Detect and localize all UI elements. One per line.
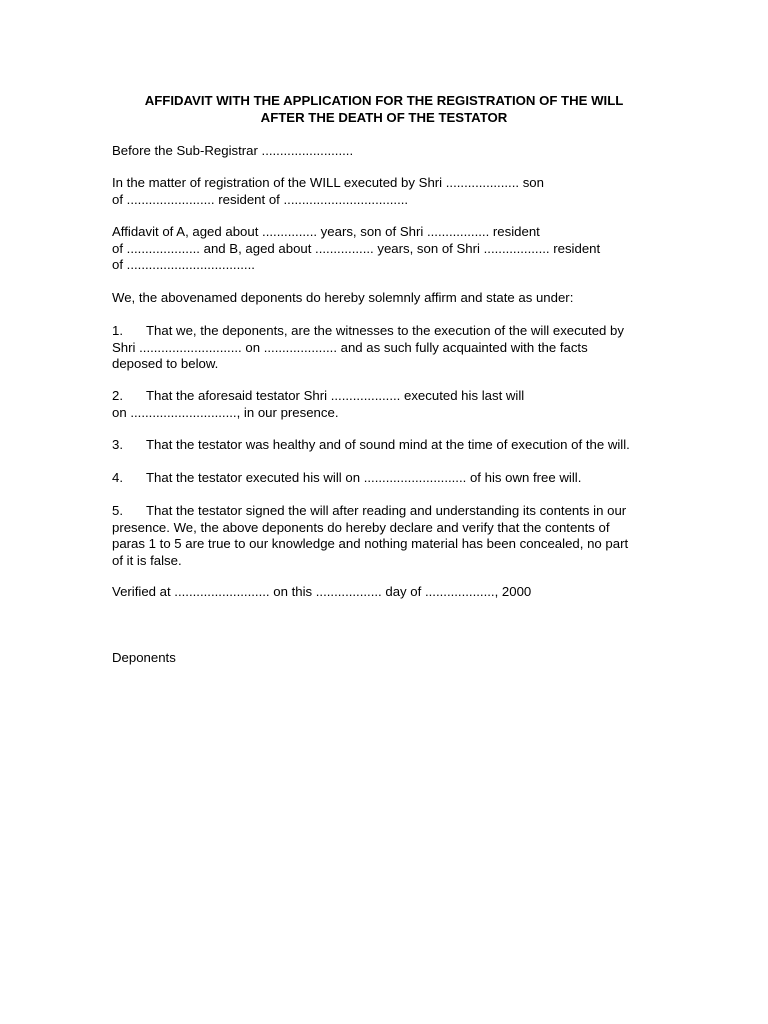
- verified-line: [112, 584, 672, 601]
- paragraph-2-line-1: That the aforesaid testator Shri ................... executed his last will: [146, 388, 525, 403]
- paragraph-1: [112, 323, 672, 373]
- paragraph-number: 1.: [112, 323, 123, 338]
- document-title: [0, 93, 768, 126]
- matter-line-2: of ........................ resident of ..................................: [112, 191, 409, 207]
- paragraph-5-line-4: of it is false.: [112, 552, 182, 568]
- paragraph-2-line-2: on ............................., in our presence.: [112, 404, 339, 420]
- paragraph-number: 4.: [112, 470, 123, 485]
- matter-line-1: In the matter of registration of the WILL executed by Shri .................... son: [112, 175, 544, 190]
- affidavit-of-paragraph: [112, 224, 672, 274]
- paragraph-2: [112, 388, 672, 421]
- paragraph-1-line-1: That we, the deponents, are the witnesses to the execution of the will executed by: [146, 323, 624, 338]
- paragraph-1-line-3: deposed to below.: [112, 356, 219, 371]
- paragraph-3: [112, 437, 672, 454]
- affidavit-line-2: of .................... and B, aged about ................ years, son of Shri .................. resident: [112, 240, 601, 256]
- paragraph-number: 3.: [112, 437, 123, 452]
- affidavit-line-3: of ...................................: [112, 257, 255, 272]
- deponents-signature: [112, 650, 672, 667]
- paragraph-4: [112, 470, 672, 487]
- paragraph-1-line-2: Shri ............................ on .................... and as such fully acquainted with the facts: [112, 339, 588, 355]
- paragraph-5: [112, 503, 672, 569]
- paragraph-4-line-1: That the testator executed his will on ............................ of his own free will.: [146, 470, 582, 485]
- before-text: Before the Sub-Registrar .........................: [112, 143, 354, 158]
- affidavit-line-1: Affidavit of A, aged about ............... years, son of Shri ................. resident: [112, 224, 540, 239]
- deponents-label: Deponents: [112, 650, 176, 665]
- statement-text: We, the abovenamed deponents do hereby solemnly affirm and state as under:: [112, 290, 574, 305]
- matter-paragraph: [112, 175, 672, 208]
- title-line-2: AFTER THE DEATH OF THE TESTATOR: [260, 109, 508, 125]
- paragraph-5-line-2: presence. We, the above deponents do hereby declare and verify that the contents of: [112, 519, 610, 535]
- paragraph-3-line-1: That the testator was healthy and of sound mind at the time of execution of the will.: [146, 437, 630, 452]
- paragraph-number: 2.: [112, 388, 123, 403]
- verified-text: Verified at .......................... on this .................. day of ..................., 2000: [112, 584, 532, 599]
- before-line: [112, 143, 672, 160]
- paragraph-number: 5.: [112, 503, 123, 518]
- paragraph-5-line-3: paras 1 to 5 are true to our knowledge and nothing material has been concealed, no part: [112, 536, 629, 551]
- paragraph-5-line-1: That the testator signed the will after reading and understanding its contents in our: [146, 503, 627, 518]
- title-line-1: AFFIDAVIT WITH THE APPLICATION FOR THE REGISTRATION OF THE WILL: [144, 93, 624, 108]
- statement-paragraph: [112, 290, 672, 307]
